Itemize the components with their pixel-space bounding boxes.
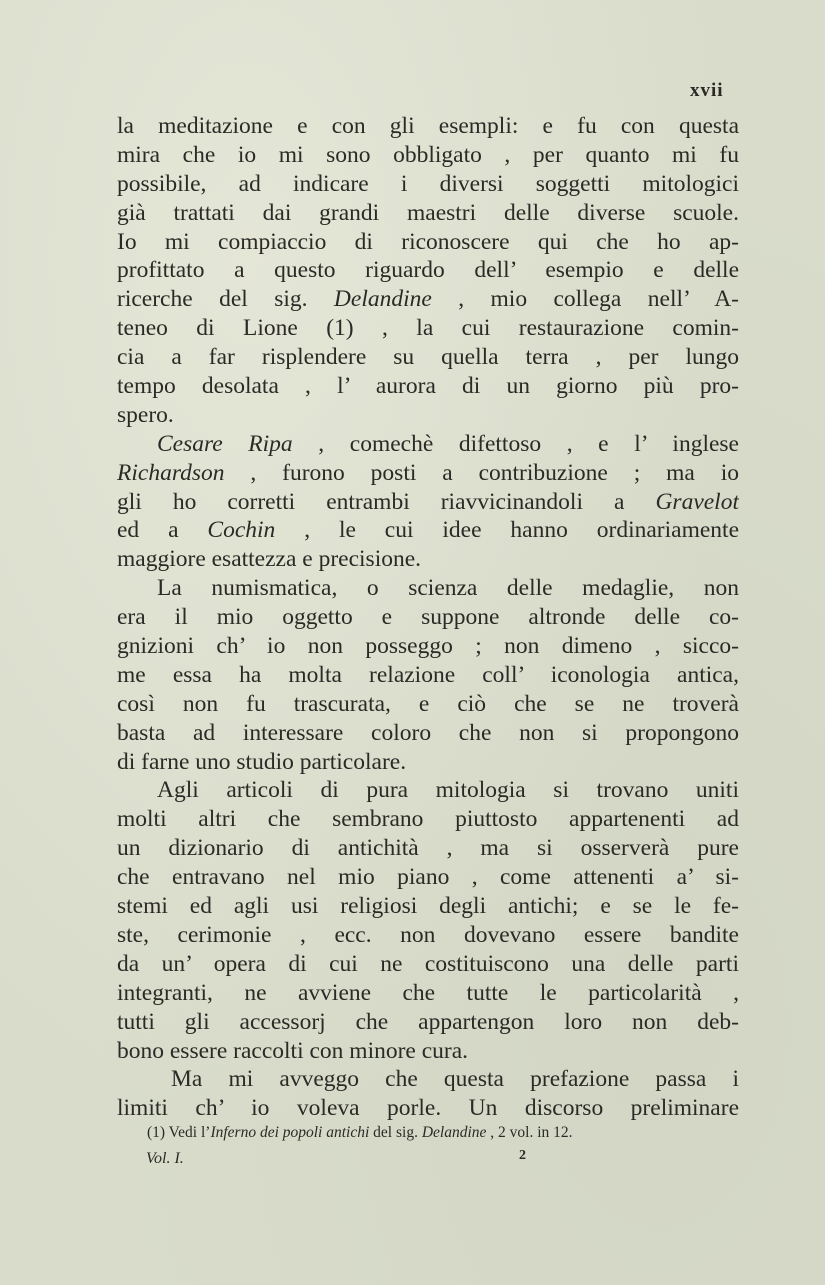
text-run: teneo di Lione (1) , la cui restaurazione comin- [117, 315, 739, 342]
text-run: , mio collega nell’ A- [431, 286, 739, 313]
text-run: già trattati dai grandi maestri delle diverse scuole. [117, 199, 739, 226]
footnote-marker: (1) Vedi l’ [147, 1124, 211, 1141]
italic-name: Delandine [333, 286, 432, 313]
text-run: maggiore esattezza e precisione. [117, 546, 422, 573]
text-run: , comechè difettoso , e l’ inglese [292, 430, 739, 457]
body-text [117, 112, 739, 1123]
text-run: mira che io mi sono obbligato , per quanto mi fu [117, 141, 739, 168]
italic-name: Cochin [207, 517, 276, 544]
text-run: stemi ed agli usi religiosi degli antichi; e se le fe- [117, 893, 739, 920]
text-run: La numismatica, o scienza delle medaglie, non [157, 575, 739, 602]
text-line [117, 921, 739, 950]
text-run: un dizionario di antichità , ma si osserverà pure [117, 835, 739, 862]
text-line [117, 488, 739, 517]
italic-name: Richardson [117, 459, 225, 486]
text-run: era il mio oggetto e suppone altronde delle co- [117, 604, 739, 631]
text-line [117, 1008, 739, 1037]
text-run: integranti, ne avviene che tutte le particolarità , [117, 979, 739, 1006]
page-number: xvii [690, 80, 724, 101]
text-line [117, 343, 739, 372]
text-line [117, 372, 739, 401]
text-line [117, 748, 739, 777]
footnote-middle: del sig. [369, 1124, 422, 1141]
italic-name: Gravelot [655, 488, 739, 515]
text-line [117, 1094, 739, 1123]
text-run: che entravano nel mio piano , come attenenti a’ si- [117, 864, 739, 891]
text-line [117, 285, 739, 314]
text-run: , furono posti a contribuzione ; ma io [224, 459, 739, 486]
text-line [117, 719, 739, 748]
text-run: Ma mi avveggo che questa prefazione passa i [171, 1066, 739, 1093]
text-run: bono essere raccolti con minore cura. [117, 1037, 469, 1064]
text-line [117, 314, 739, 343]
text-line [117, 603, 739, 632]
text-run: ed a [117, 517, 208, 544]
text-run: così non fu trascurata, e ciò che se ne troverà [117, 690, 739, 717]
text-run: Agli articoli di pura mitologia si trovano uniti [157, 777, 739, 804]
text-line [117, 430, 739, 459]
footnote-author: Delandine [421, 1124, 487, 1141]
text-line [117, 690, 739, 719]
text-run: profittato a questo riguardo dell’ esempio e delle [117, 257, 739, 284]
text-line [117, 112, 739, 141]
text-line [117, 661, 739, 690]
text-run: tempo desolata , l’ aurora di un giorno più pro- [117, 373, 739, 400]
text-run: limiti ch’ io voleva porle. Un discorso preliminare [117, 1095, 739, 1122]
text-run: ricerche del sig. [117, 286, 334, 313]
text-run: molti altri che sembrano piuttosto appartenenti ad [117, 806, 739, 833]
text-run: di farne uno studio particolare. [117, 748, 407, 775]
text-run: spero. [117, 401, 174, 428]
text-line [117, 863, 739, 892]
text-line [117, 1037, 739, 1066]
text-line [117, 805, 739, 834]
text-run: possibile, ad indicare i diversi soggetti mitologici [117, 170, 739, 197]
text-line [117, 979, 739, 1008]
text-line [117, 892, 739, 921]
text-line [117, 516, 739, 545]
text-line [117, 256, 739, 285]
text-run: , le cui idee hanno ordinariamente [275, 517, 739, 544]
text-line [117, 1065, 739, 1094]
text-line [117, 574, 739, 603]
text-run: la meditazione e con gli esempli: e fu con questa [117, 113, 739, 139]
text-line [117, 141, 739, 170]
text-run: Io mi compiaccio di riconoscere qui che ho ap- [117, 228, 739, 255]
text-run: tutti gli accessorj che appartengon loro non deb- [117, 1008, 739, 1035]
footnote-title: Inferno dei popoli antichi [210, 1124, 370, 1141]
signature-number: 2 [519, 1148, 526, 1163]
footnote-tail: , 2 vol. in 12. [486, 1124, 573, 1141]
signature-volume: Vol. I. [146, 1150, 184, 1167]
text-line [117, 228, 739, 257]
text-run: da un’ opera di cui ne costituiscono una delle parti [117, 950, 739, 977]
text-line [117, 459, 739, 488]
text-run: gnizioni ch’ io non posseggo ; non dimeno , sicco- [117, 633, 739, 660]
text-run: basta ad interessare coloro che non si propongono [117, 719, 739, 746]
text-line [117, 401, 739, 430]
text-line [117, 545, 739, 574]
text-run: gli ho corretti entrambi riavvicinandoli a [117, 488, 656, 515]
text-line [117, 950, 739, 979]
footnote [147, 1124, 707, 1142]
text-line [117, 834, 739, 863]
text-run: cia a far risplendere su quella terra , per lungo [117, 344, 739, 371]
text-run: me essa ha molta relazione coll’ iconologia antica, [117, 661, 739, 688]
italic-name: Cesare Ripa [157, 430, 293, 457]
text-line [117, 170, 739, 199]
text-line [117, 199, 739, 228]
text-line [117, 632, 739, 661]
text-run: ste, cerimonie , ecc. non dovevano essere bandite [117, 921, 739, 948]
text-line [117, 776, 739, 805]
